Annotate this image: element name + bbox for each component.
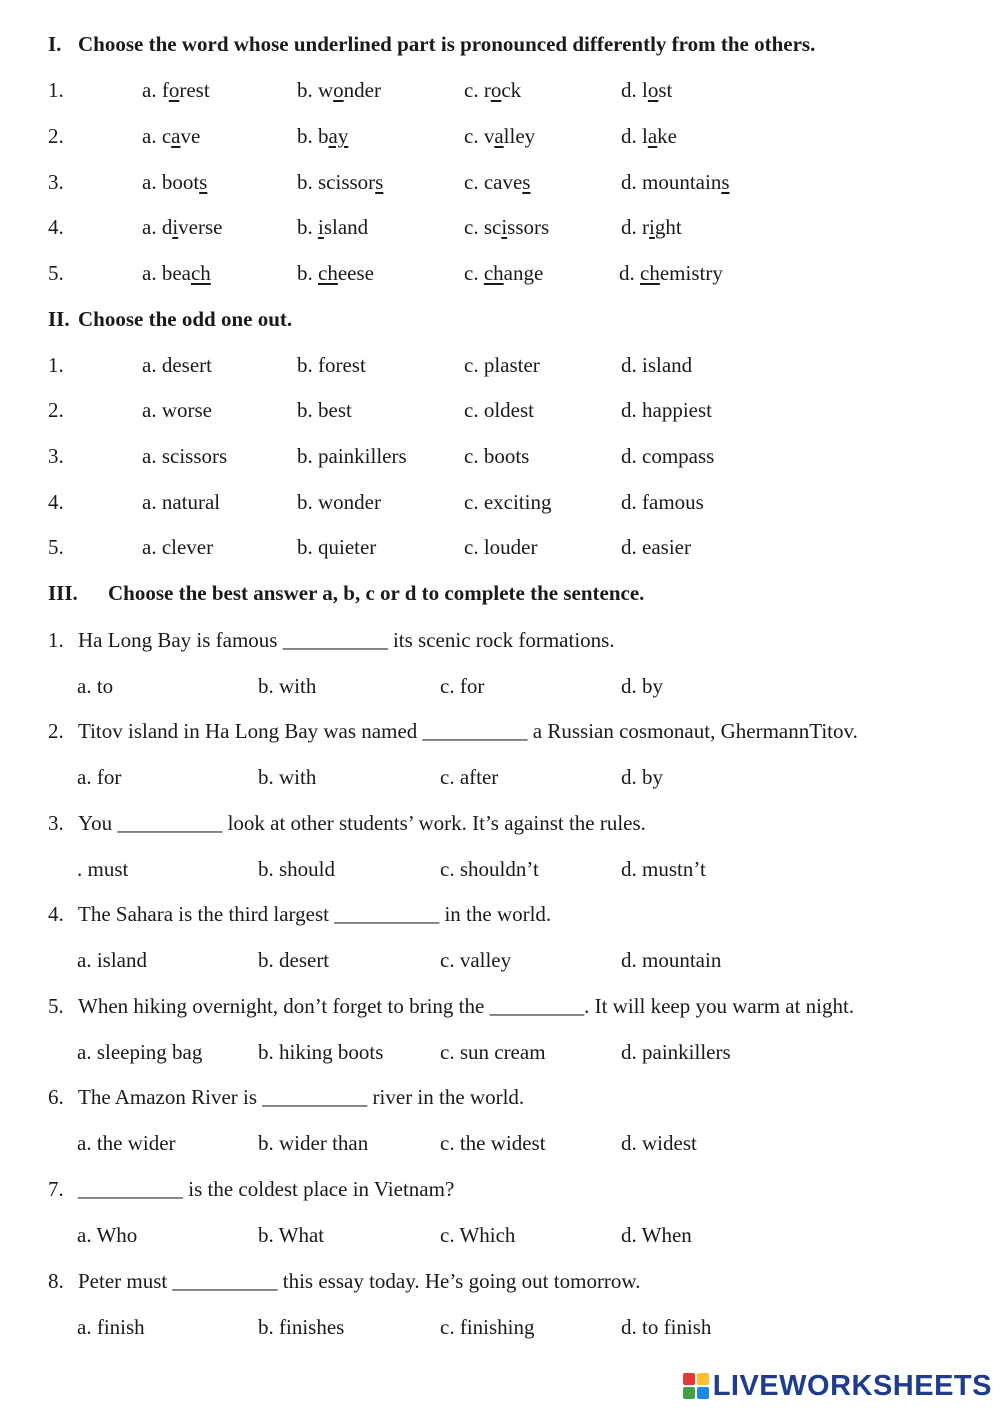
option-text-start: a. bea	[142, 261, 191, 285]
question-row	[0, 353, 1000, 383]
option-c: c. shouldn’t	[440, 857, 539, 881]
question-row	[0, 490, 1000, 520]
question-row	[0, 78, 1000, 108]
answer-options-row	[0, 674, 1000, 704]
option-d: d. to finish	[621, 1315, 712, 1339]
option-c: c. sun cream	[440, 1040, 546, 1064]
option-b: b. forest	[297, 353, 366, 377]
option-d: d. When	[621, 1223, 692, 1247]
underlined-sound: a	[494, 124, 504, 148]
option-d: d. island	[621, 353, 693, 377]
option-text-start: d. mountain	[621, 170, 722, 194]
option-a: . must	[77, 857, 129, 881]
question-sentence	[48, 811, 646, 836]
option-b	[297, 78, 381, 103]
option-text-start: c. v	[464, 124, 495, 148]
option-c: c. boots	[464, 444, 530, 468]
underlined-sound: s	[721, 170, 730, 194]
option-d: d. mustn’t	[621, 857, 706, 881]
option-d	[621, 78, 672, 103]
option-b	[297, 170, 383, 195]
option-b	[297, 261, 374, 286]
question-number: 5.	[48, 994, 64, 1018]
question-number: 3.	[48, 811, 64, 835]
question-text: When hiking overnight, don’t forget to bring the _________. It will keep you warm at night.	[78, 994, 855, 1018]
option-text-end: emistry	[659, 261, 723, 285]
option-a	[142, 261, 211, 286]
option-text-start: d. r	[621, 215, 649, 239]
question-text: Peter must __________ this essay today. He’s going out tomorrow.	[78, 1269, 641, 1293]
option-b: b. What	[258, 1223, 325, 1247]
underlined-sound: o	[647, 78, 659, 102]
answer-options-row	[0, 857, 1000, 887]
section-2-number: II.	[48, 307, 70, 331]
option-text-end: ght	[654, 215, 682, 239]
option-d: d. mountain	[621, 948, 722, 972]
option-text-start: b.	[297, 261, 318, 285]
option-text-start: c. sc	[464, 215, 502, 239]
logo-square-yellow	[697, 1373, 709, 1385]
option-a	[142, 215, 222, 240]
option-b: b. with	[258, 765, 317, 789]
question-row	[0, 261, 1000, 291]
section-1-heading	[48, 32, 815, 57]
question-number: 2.	[48, 719, 64, 743]
underlined-sound: i	[318, 215, 324, 239]
underlined-sound: ch	[640, 261, 660, 285]
option-a: a. desert	[142, 353, 212, 377]
question-sentence	[48, 1269, 640, 1294]
option-a: a. island	[77, 948, 147, 972]
underlined-sound: ch	[190, 261, 211, 285]
option-c: c. exciting	[464, 490, 552, 514]
section-1-number: I.	[48, 32, 62, 56]
question-number: 2.	[48, 124, 64, 148]
option-a	[142, 170, 207, 195]
underlined-sound: ch	[318, 261, 338, 285]
option-d: d. easier	[621, 535, 691, 559]
question-sentence	[48, 994, 854, 1019]
option-c	[464, 215, 549, 240]
logo-square-red	[683, 1373, 695, 1385]
question-number: 4.	[48, 490, 64, 514]
option-a: a. worse	[142, 398, 212, 422]
option-a	[142, 124, 200, 149]
section-3-title: Choose the best answer a, b, c or d to complete the sentence.	[108, 581, 645, 605]
option-c: c. oldest	[464, 398, 534, 422]
option-d	[619, 261, 723, 286]
section-2-heading	[48, 307, 292, 332]
option-text-end: ke	[657, 124, 677, 148]
option-d: d. painkillers	[621, 1040, 731, 1064]
question-row	[0, 535, 1000, 565]
logo-square-green	[683, 1387, 695, 1399]
underlined-sound: a	[171, 124, 181, 148]
question-sentence	[48, 628, 615, 653]
option-d: d. by	[621, 765, 663, 789]
option-a: a. the wider	[77, 1131, 176, 1155]
option-d: d. happiest	[621, 398, 712, 422]
option-a: a. clever	[142, 535, 214, 559]
section-2-title: Choose the odd one out.	[78, 307, 293, 331]
question-number: 1.	[48, 353, 64, 377]
question-row	[0, 398, 1000, 428]
option-text-start: c.	[464, 261, 484, 285]
underlined-sound: s	[522, 170, 531, 194]
question-sentence	[48, 902, 551, 927]
underlined-sound: o	[333, 78, 344, 102]
question-row	[0, 170, 1000, 200]
question-text: Titov island in Ha Long Bay was named __________ a Russian cosmonaut, GhermannTitov.	[78, 719, 858, 743]
option-text-start: a. f	[142, 78, 169, 102]
question-text: The Amazon River is __________ river in the world.	[78, 1085, 525, 1109]
option-text-end: verse	[178, 215, 223, 239]
question-row	[0, 124, 1000, 154]
answer-options-row	[0, 1223, 1000, 1253]
underlined-sound: s	[199, 170, 208, 194]
question-number: 3.	[48, 170, 64, 194]
option-b: b. wider than	[258, 1131, 369, 1155]
question-number: 5.	[48, 261, 64, 285]
option-text-end: ssors	[507, 215, 550, 239]
underlined-sound: s	[375, 170, 384, 194]
option-a: a. Who	[77, 1223, 138, 1247]
answer-options-row	[0, 1315, 1000, 1345]
option-text-start: a. d	[142, 215, 173, 239]
question-number: 8.	[48, 1269, 64, 1293]
question-text: The Sahara is the third largest __________ in the world.	[78, 902, 552, 926]
option-text-end: nder	[343, 78, 381, 102]
question-sentence	[48, 1177, 454, 1202]
option-a	[142, 78, 210, 103]
option-b	[297, 215, 368, 240]
question-number: 3.	[48, 444, 64, 468]
option-d	[621, 215, 682, 240]
section-3-heading	[48, 581, 644, 606]
option-c: c. for	[440, 674, 485, 698]
option-a: a. to	[77, 674, 114, 698]
option-c: c. after	[440, 765, 499, 789]
logo-mark-icon	[683, 1373, 709, 1399]
option-c: c. louder	[464, 535, 538, 559]
option-text-end: st	[658, 78, 673, 102]
answer-options-row	[0, 1040, 1000, 1070]
question-sentence	[48, 1085, 524, 1110]
option-a: a. scissors	[142, 444, 228, 468]
option-text-start: a. c	[142, 124, 172, 148]
option-text-end: ck	[501, 78, 522, 102]
option-c	[464, 78, 521, 103]
option-b: b. hiking boots	[258, 1040, 384, 1064]
option-b: b. desert	[258, 948, 330, 972]
question-number: 4.	[48, 215, 64, 239]
option-c: c. finishing	[440, 1315, 535, 1339]
option-b	[297, 124, 348, 149]
option-d: d. famous	[621, 490, 704, 514]
option-text-start: d. l	[621, 78, 648, 102]
question-number: 2.	[48, 398, 64, 422]
underlined-sound: ch	[483, 261, 504, 285]
liveworksheets-logo	[683, 1369, 992, 1403]
option-text-start: b.	[297, 215, 318, 239]
question-text: You __________ look at other students’ work. It’s against the rules.	[78, 811, 646, 835]
answer-options-row	[0, 1131, 1000, 1161]
option-d: d. by	[621, 674, 663, 698]
question-row	[0, 444, 1000, 474]
option-text-end: eese	[337, 261, 374, 285]
option-text-start: c. r	[464, 78, 491, 102]
option-text-start: b. scissor	[297, 170, 376, 194]
option-text-end: rest	[179, 78, 210, 102]
option-d: d. compass	[621, 444, 715, 468]
option-text-end: ange	[503, 261, 544, 285]
option-c: c. valley	[440, 948, 512, 972]
underlined-sound: o	[168, 78, 180, 102]
question-number: 1.	[48, 78, 64, 102]
section-1-title: Choose the word whose underlined part is pronounced differently from the others.	[78, 32, 816, 56]
option-text-start: d. l	[621, 124, 648, 148]
option-b: b. wonder	[297, 490, 381, 514]
question-number: 5.	[48, 535, 64, 559]
option-a: a. natural	[142, 490, 221, 514]
option-d	[621, 124, 677, 149]
question-text: __________ is the coldest place in Vietnam?	[78, 1177, 455, 1201]
option-c: c. the widest	[440, 1131, 546, 1155]
underlined-sound: o	[490, 78, 502, 102]
option-c	[464, 170, 530, 195]
option-text-end: ve	[180, 124, 201, 148]
underlined-sound: a	[647, 124, 658, 148]
question-text: Ha Long Bay is famous __________ its scenic rock formations.	[78, 628, 615, 652]
underlined-sound: i	[172, 215, 179, 239]
option-text-start: b. b	[297, 124, 329, 148]
option-c: c. plaster	[464, 353, 540, 377]
question-row	[0, 215, 1000, 245]
option-text-start: c. cave	[464, 170, 523, 194]
option-a: a. finish	[77, 1315, 145, 1339]
option-c	[464, 261, 543, 286]
question-sentence	[48, 719, 858, 744]
logo-square-blue	[697, 1387, 709, 1399]
question-number: 7.	[48, 1177, 64, 1201]
option-text-start: a. boot	[142, 170, 200, 194]
option-c: c. Which	[440, 1223, 516, 1247]
underlined-sound: ay	[328, 124, 349, 148]
option-a: a. sleeping bag	[77, 1040, 203, 1064]
option-text-start: d.	[619, 261, 640, 285]
logo-text: LIVEWORKSHEETS	[712, 1369, 992, 1402]
option-text-end: sland	[323, 215, 369, 239]
option-text-end: lley	[503, 124, 536, 148]
answer-options-row	[0, 765, 1000, 795]
option-d: d. widest	[621, 1131, 697, 1155]
underlined-sound: i	[649, 215, 655, 239]
underlined-sound: i	[501, 215, 508, 239]
option-text-start: b. w	[297, 78, 334, 102]
option-b: b. best	[297, 398, 352, 422]
option-b: b. quieter	[297, 535, 377, 559]
question-number: 6.	[48, 1085, 64, 1109]
section-3-number: III.	[48, 581, 78, 605]
option-d	[621, 170, 730, 195]
option-b: b. painkillers	[297, 444, 407, 468]
question-number: 1.	[48, 628, 64, 652]
option-b: b. with	[258, 674, 317, 698]
option-c	[464, 124, 535, 149]
option-a: a. for	[77, 765, 122, 789]
option-b: b. should	[258, 857, 336, 881]
question-number: 4.	[48, 902, 64, 926]
answer-options-row	[0, 948, 1000, 978]
option-b: b. finishes	[258, 1315, 345, 1339]
